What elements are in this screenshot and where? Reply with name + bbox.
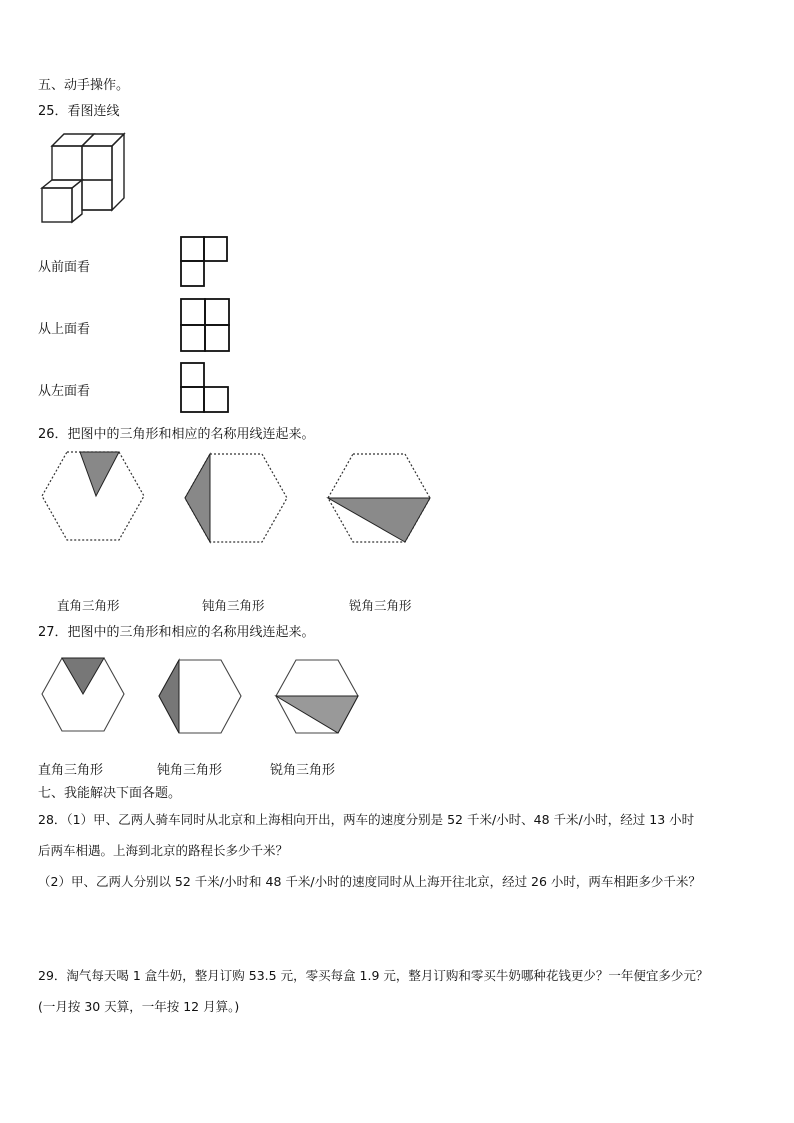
- q27-hexagon-obtuse-triangle: [157, 658, 243, 736]
- question-28-part1-line2: 后两车相遇。上海到北京的路程长多少千米？: [38, 843, 289, 858]
- question-28-part1-line1: 28．（1）甲、乙两人骑车同时从北京和上海相向开出，两车的速度分别是 52 千米/小时、48 千米/小时，经过 13 小时: [38, 812, 695, 827]
- q26-hexagon-right-triangle: [40, 450, 146, 542]
- q26-hexagon-obtuse-triangle: [183, 452, 289, 544]
- top-view-figure: [180, 298, 230, 352]
- q27-hexagon-acute-triangle: [274, 658, 360, 736]
- view-label-left: 从左面看: [38, 384, 91, 399]
- left-view-figure: [180, 362, 230, 414]
- q27-label-obtuse: 钝角三角形: [157, 763, 223, 778]
- question-29-line1: 29．淘气每天喝 1 盒牛奶，整月订购 53.5 元，零买每盒 1.9 元，整月订购和零买牛奶哪种花钱更少？一年便宜多少元？: [38, 968, 709, 983]
- q27-hexagon-right-triangle: [40, 656, 126, 734]
- question-28-part2: （2）甲、乙两人分别以 52 千米/小时和 48 千米/小时的速度同时从上海开往北京，经过 26 小时，两车相距多少千米？: [38, 874, 701, 889]
- section-five-title: 五、动手操作。: [38, 78, 130, 93]
- cube-stack-figure: [40, 132, 132, 228]
- front-view-figure: [180, 236, 228, 288]
- q26-label-acute: 锐角三角形: [349, 598, 412, 613]
- view-label-front: 从前面看: [38, 260, 91, 275]
- section-seven-title: 七、我能解决下面各题。: [38, 786, 182, 801]
- q26-label-right: 直角三角形: [57, 598, 120, 613]
- question-25-title: 25．看图连线: [38, 104, 120, 119]
- question-26-title: 26．把图中的三角形和相应的名称用线连起来。: [38, 427, 315, 442]
- question-27-title: 27．把图中的三角形和相应的名称用线连起来。: [38, 625, 315, 640]
- q27-label-right: 直角三角形: [38, 763, 104, 778]
- view-label-top: 从上面看: [38, 322, 91, 337]
- q26-label-obtuse: 钝角三角形: [202, 598, 265, 613]
- q26-hexagon-acute-triangle: [326, 452, 432, 544]
- question-29-line2: (一月按 30 天算，一年按 12 月算。): [38, 999, 240, 1014]
- q27-label-acute: 锐角三角形: [270, 763, 336, 778]
